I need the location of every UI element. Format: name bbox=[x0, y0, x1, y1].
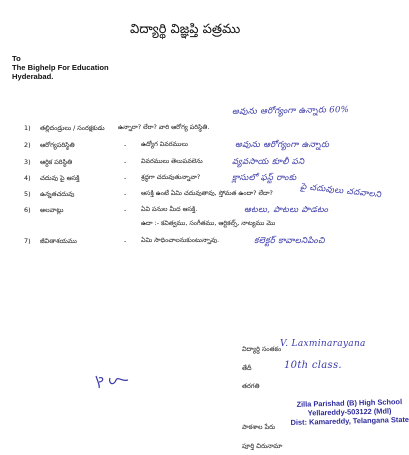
form-title: విద్యార్థి విజ్ఞప్తి పత్రము bbox=[130, 22, 241, 37]
school-name-label: పాఠశాల పేరు bbox=[242, 423, 276, 431]
row-handwritten-answer: పై చదువులు చదవాలని bbox=[299, 181, 382, 201]
row-handwritten-answer: అవును ఆరోగ్యంగా ఉన్నారు 60% bbox=[231, 104, 350, 118]
stamp-line-place: Yellareddy-503122 (Mdl) bbox=[307, 406, 392, 418]
row-printed-question: ఉన్నారా? లేరా? వారి ఆరోగ్య పరిస్థితి. bbox=[118, 124, 210, 131]
row-number: 4) bbox=[24, 174, 31, 182]
student-signature-label: విద్యార్థి సంతకం bbox=[242, 345, 282, 353]
row-handwritten-answer: అవును ఆరోగ్యంగా ఉన్నారు bbox=[235, 140, 330, 150]
row-dash: - bbox=[124, 141, 127, 149]
row-label: తల్లిదండ్రులు / సంరక్షకుడు bbox=[40, 124, 105, 132]
address-city: Hyderabad. bbox=[12, 72, 54, 81]
row-number: 2) bbox=[24, 141, 31, 149]
row-dash: - bbox=[124, 206, 127, 214]
row-label: ఆర్థిక పరిస్థితి bbox=[40, 158, 73, 166]
row-printed-question: ఆసక్తి ఉంటే ఏమి చదువుతావు, స్తోమత ఉందా? లేదా? bbox=[141, 190, 273, 197]
row-dash: - bbox=[124, 237, 127, 245]
row-handwritten-answer: వ్యవసాయ కూలీ పని bbox=[232, 157, 305, 167]
row-printed-example: ఉదా :- కవిత్వము, సంగీతము, ఆర్టికల్స్, నాట్యము మొ bbox=[141, 220, 276, 227]
address-to: To bbox=[12, 54, 21, 63]
row-label: అలవాట్లు bbox=[40, 206, 64, 214]
row-printed-question: శ్రద్ధగా చదువుతున్నావా? bbox=[141, 174, 201, 181]
row-printed-question: ఏవి పనుల మీద ఆసక్తి. bbox=[141, 206, 198, 213]
row-label: చదువు పై ఆసక్తి bbox=[40, 174, 80, 182]
full-address-label: పూర్తి చిరునామా bbox=[242, 442, 283, 450]
row-number: 3) bbox=[24, 158, 31, 166]
row-printed-question: వివరములు తెలుపవలెను bbox=[141, 158, 203, 165]
row-label: ఉన్నతచదువు bbox=[40, 190, 75, 198]
headmaster-signature bbox=[92, 372, 132, 392]
row-number: 5) bbox=[24, 190, 31, 198]
row-handwritten-answer: ఆటలు, పాటలు పాడటం bbox=[244, 205, 329, 215]
row-label: ఆరోగ్యపరిస్థితి bbox=[40, 141, 75, 149]
class-handwritten: 10th class. bbox=[284, 360, 342, 371]
row-printed-question: ఏమి సాధించాలనుకుంటున్నావు. bbox=[141, 237, 220, 244]
row-handwritten-answer: కలెక్టర్ కావాలనిపించి bbox=[254, 236, 325, 246]
class-label: తరగతి bbox=[242, 382, 260, 390]
row-number: 7) bbox=[24, 237, 31, 245]
row-printed-question: ఉద్యోగ వివరములు bbox=[141, 141, 188, 148]
row-dash: - bbox=[124, 190, 127, 198]
stamp-line-district: Dist: Kamareddy, Telangana State bbox=[290, 414, 409, 427]
row-label: జీవితాశయము bbox=[40, 237, 77, 245]
date-label: తేదీ bbox=[242, 364, 252, 372]
row-dash: - bbox=[124, 174, 127, 182]
school-stamp bbox=[290, 397, 409, 427]
student-signature: V. Laxminarayana bbox=[280, 339, 366, 349]
stamp-line-school: Zilla Parishad (B) High School bbox=[296, 397, 403, 409]
row-number: 6) bbox=[24, 206, 31, 214]
row-number: 1) bbox=[24, 124, 31, 132]
row-handwritten-answer: క్లాసులో ఫస్ట్ రాంకు bbox=[232, 173, 297, 183]
address-organization: The Bighelp For Education bbox=[12, 63, 109, 72]
row-dash: - bbox=[124, 158, 127, 166]
